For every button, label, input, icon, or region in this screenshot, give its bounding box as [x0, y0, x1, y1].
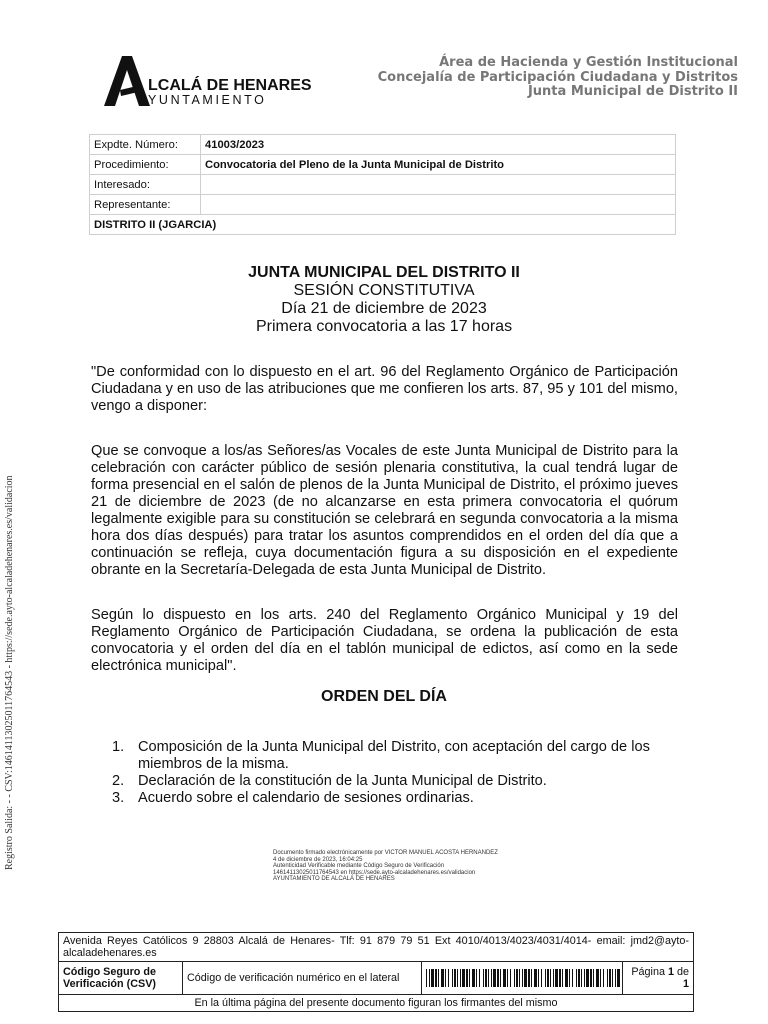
header-line-1: Área de Hacienda y Gestión Institucional [439, 55, 738, 70]
expediente-table [89, 134, 676, 235]
page-separator: de [676, 966, 689, 978]
orden-del-dia-heading: ORDEN DEL DÍA [321, 688, 447, 705]
distrito-owner: DISTRITO II (JGARCIA) [90, 215, 676, 235]
logo-subtitle: YUNTAMIENTO [148, 93, 267, 107]
table-row [59, 962, 694, 995]
logo-name: LCALÁ DE HENARES [148, 77, 312, 94]
electronic-signature [273, 850, 503, 883]
list-item [112, 773, 687, 790]
page-total: 1 [682, 978, 689, 990]
header-line-2: Concejalía de Participación Ciudadana y Distritos [377, 69, 738, 85]
table-row [90, 215, 676, 235]
interesado-label: Interesado: [90, 175, 201, 195]
signature-date: 4 de diciembre de 2023, 16:04:25 [273, 856, 363, 863]
list-item-number: 3. [112, 790, 125, 806]
footer-signers-note: En la última página del presente documento figuran los firmantes del mismo [59, 995, 694, 1012]
title-date: Día 21 de diciembre de 2023 [281, 300, 487, 317]
orden-del-dia-list [112, 739, 687, 807]
title-convocatoria: Primera convocatoria a las 17 horas [255, 318, 513, 335]
footer-table [58, 932, 694, 1012]
interesado-value [201, 175, 676, 195]
document-title [90, 264, 678, 336]
representante-label: Representante: [90, 195, 201, 215]
list-item-text: Declaración de la constitución de la Junta Municipal de Distrito. [138, 773, 547, 789]
expediente-number: 41003/2023 [201, 135, 676, 155]
title-session: SESIÓN CONSTITUTIVA [293, 282, 475, 299]
representante-value [201, 195, 676, 215]
paragraph-publicacion: Según lo dispuesto en los arts. 240 del Reglamento Orgánico Municipal y 19 del Reglamento Orgánico de Participación Ciudadana, se ordena la publicación de esta convocatoria y el orden del día en el tablón municipal de edictos, así como en la sede electrónica municipal". [91, 607, 678, 674]
list-item-number: 1. [112, 739, 125, 755]
table-row [90, 155, 676, 175]
department-header [378, 56, 738, 100]
table-row [59, 933, 694, 962]
list-item [112, 790, 687, 807]
barcode-cell [422, 962, 623, 995]
signature-entity: AYUNTAMIENTO DE ALCALÁ DE HENARES [273, 876, 395, 882]
list-item [112, 739, 687, 773]
paragraph-convocatoria: Que se convoque a los/as Señores/as Vocales de este Junta Municipal de Distrito para la celebración con carácter público de sesión plenaria constitutiva, la cual tendrá lugar de forma presencial en el salón de plenos de la Junta Municipal de Distrito, el próximo jueves 21 de diciembre de 2023 (de no alcanzarse en esta primera convocatoria el quórum legalmente exigible para su constitución se celebrará en segunda convocatoria a la misma hora dos días después) para tratar los asuntos comprendidos en el orden del día que a continuación se refleja, cuya documentación figura a su disposición en el expediente obrante en la Secretaría-Delegada de esta Junta Municipal de Distrito. [91, 443, 678, 578]
list-item-text: Composición de la Junta Municipal del Distrito, con aceptación del cargo de los miembros de la misma. [138, 739, 650, 772]
footer-address: Avenida Reyes Católicos 9 28803 Alcalá de Henares- Tlf: 91 879 79 51 Ext 4010/4013/4023/4031/4014- email: jmd2@ayto-alcaladehenares.es [59, 933, 694, 962]
page-prefix: Página [631, 966, 665, 978]
table-row [59, 995, 694, 1012]
expediente-label: Expdte. Número: [90, 135, 201, 155]
csv-label: Código Seguro de Verificación (CSV) [59, 962, 183, 995]
list-item-text: Acuerdo sobre el calendario de sesiones ordinarias. [138, 790, 474, 806]
list-item-number: 2. [112, 773, 125, 789]
table-row [90, 175, 676, 195]
ayuntamiento-logo [104, 56, 312, 108]
logo-a-mark-icon [104, 56, 150, 106]
table-row [90, 195, 676, 215]
signature-signer: Documento firmado electrónicamente por VICTOR MANUEL ACOSTA HERNANDEZ [273, 850, 498, 856]
procedimiento-value: Convocatoria del Pleno de la Junta Municipal de Distrito [201, 155, 676, 175]
page-indicator [623, 962, 694, 995]
signature-verification: Autenticidad Verificable mediante Código Seguro de Verificación 14614113025011764543 en https://sede.ayto-alcaladehenares.es/validacion [273, 863, 476, 876]
barcode-icon [424, 968, 620, 988]
procedimiento-label: Procedimiento: [90, 155, 201, 175]
title-junta: JUNTA MUNICIPAL DEL DISTRITO II [248, 264, 520, 281]
registro-side-text: Registro Salida: - - CSV:14614113025011764543 - https://sede.ayto-alcaladehenares.es/validacion [4, 475, 15, 870]
paragraph-intro: "De conformidad con lo dispuesto en el art. 96 del Reglamento Orgánico de Participación Ciudadana y en uso de las atribuciones que me confieren los arts. 87, 95 y 101 del mismo, vengo a disponer: [91, 364, 678, 414]
page-current: 1 [667, 966, 674, 978]
csv-value: Código de verificación numérico en el lateral [183, 962, 422, 995]
header-line-3: Junta Municipal de Distrito II [527, 84, 738, 99]
table-row [90, 135, 676, 155]
